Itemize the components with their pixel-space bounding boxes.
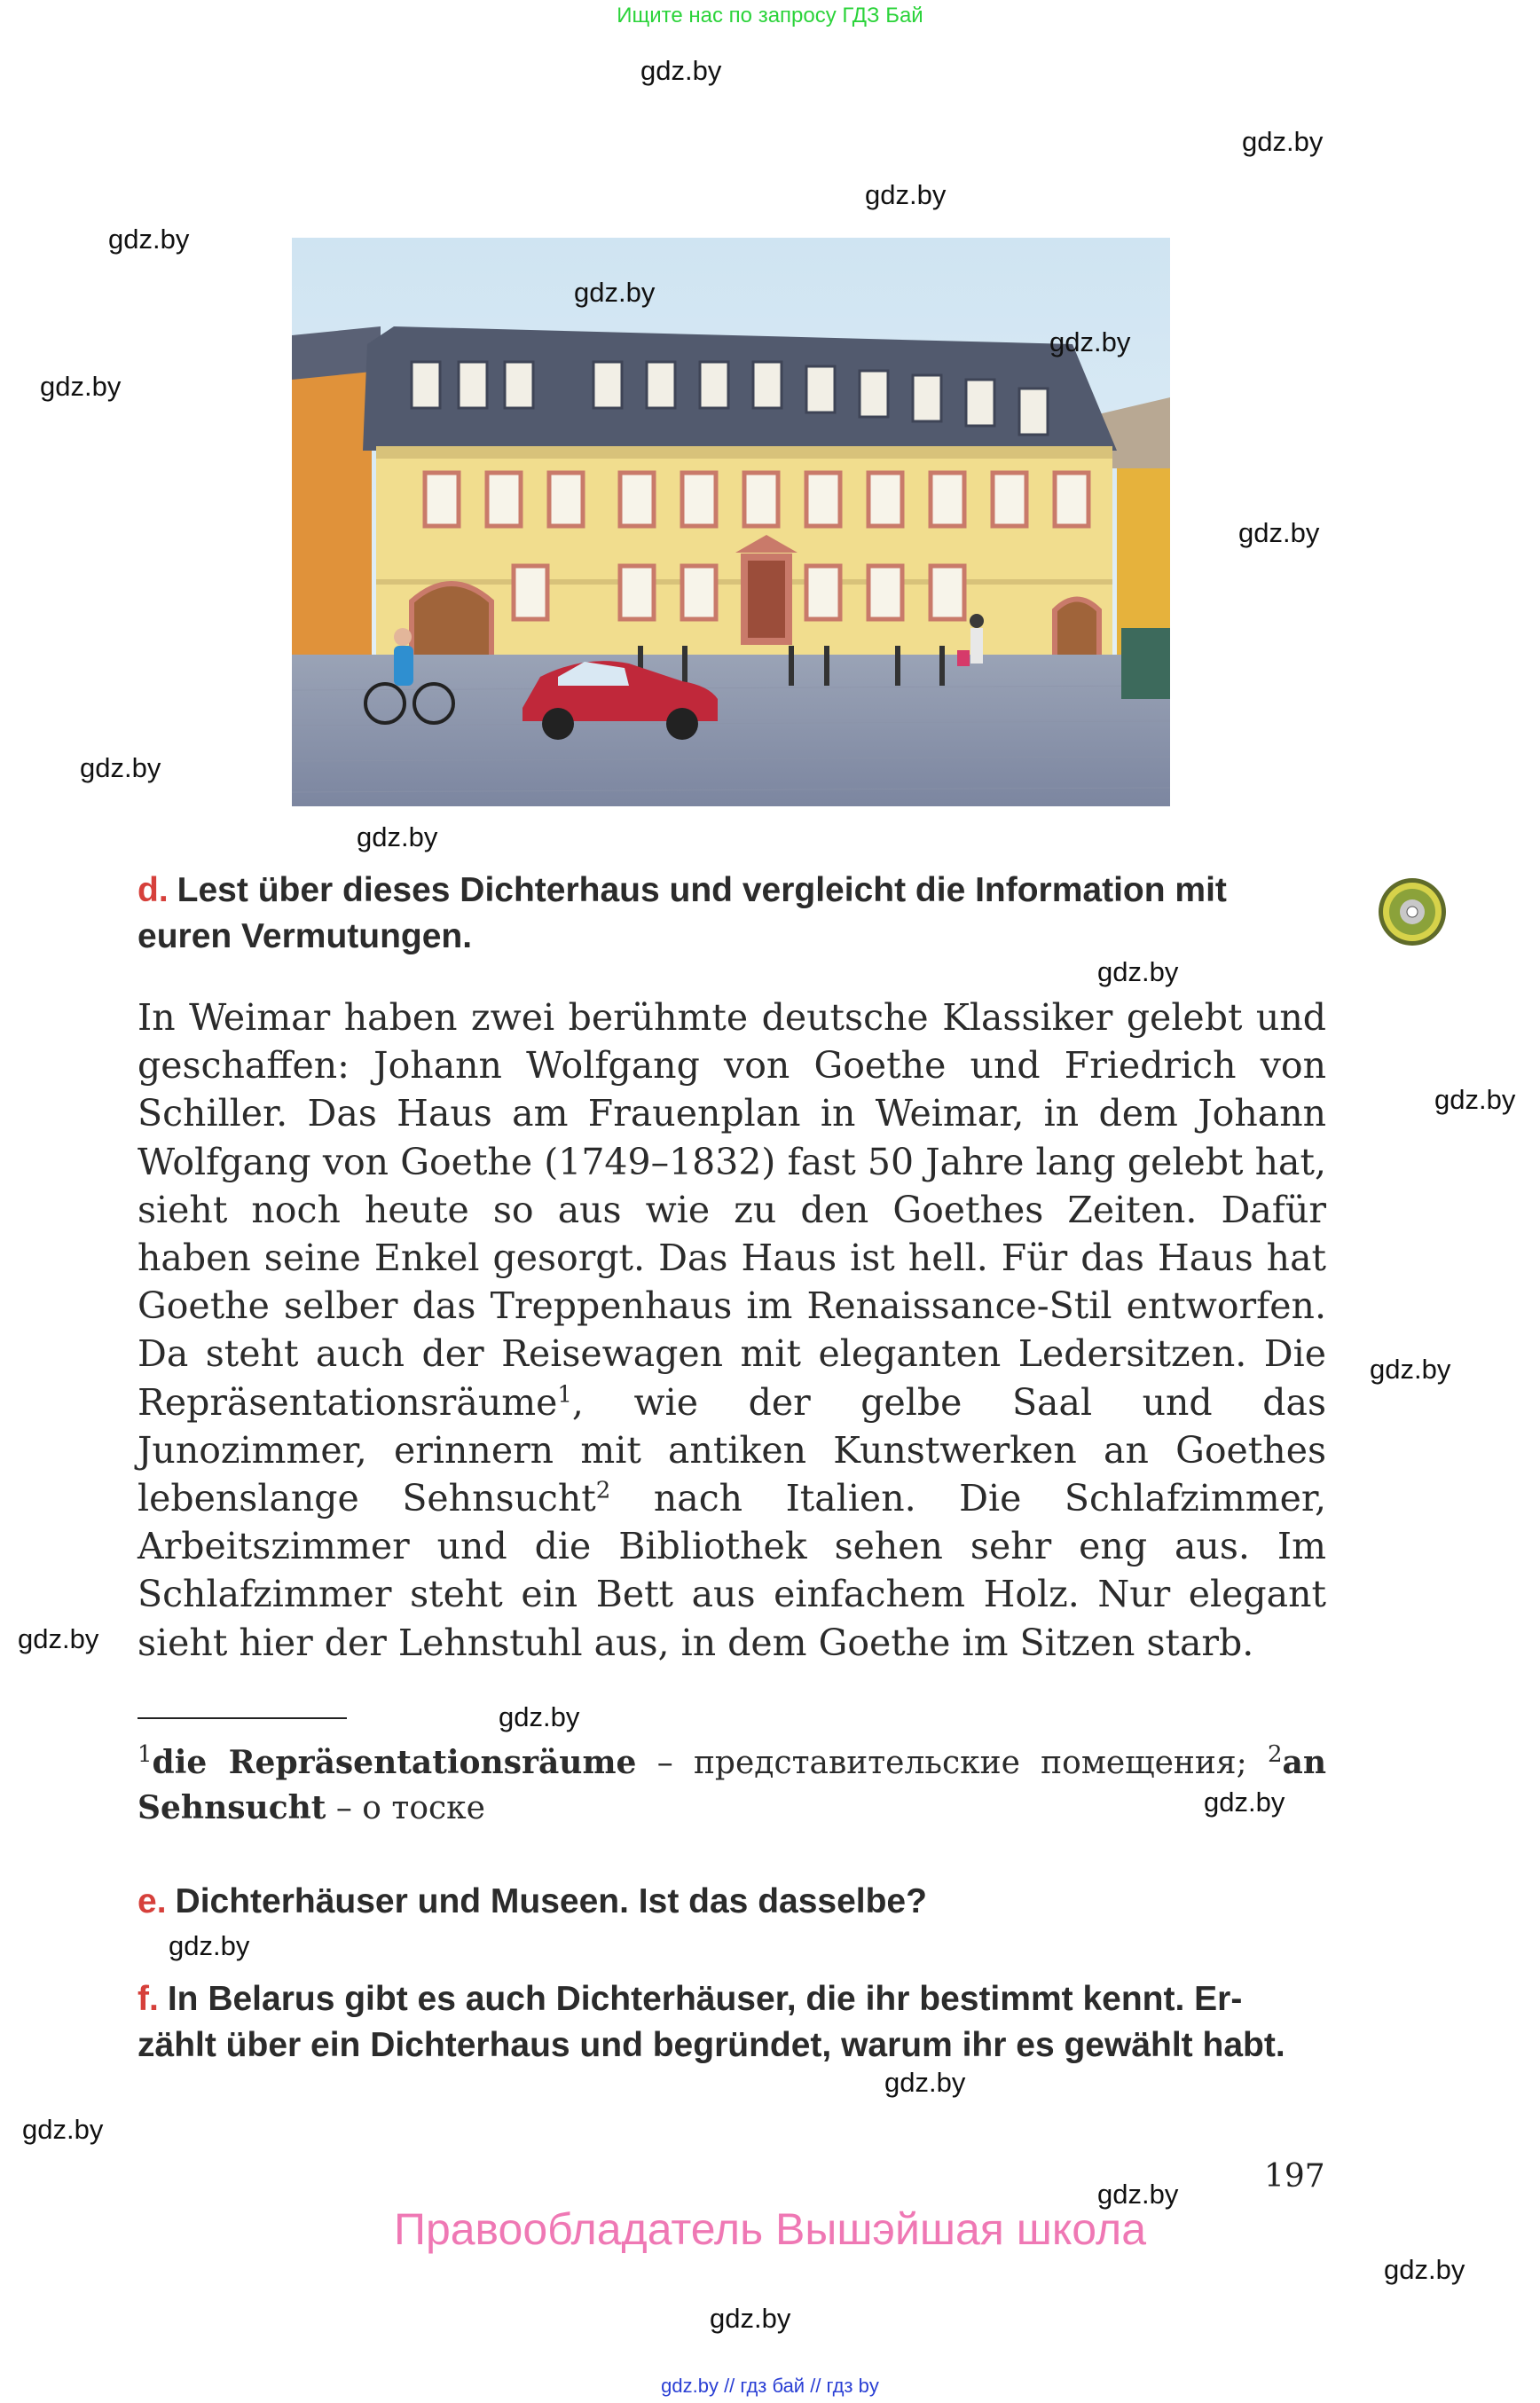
task-f-text-1: In Belarus gibt es auch Dichterhäuser, die ihr bestimmt kennt. Er- [167,1980,1243,2018]
watermark: gdz.by [865,179,947,210]
watermark: gdz.by [80,752,161,783]
task-d-letter: d. [138,871,169,909]
watermark: gdz.by [40,371,122,402]
watermark: gdz.by [884,2067,966,2098]
footnote-divider [138,1717,347,1719]
reading-text-part-1: In Weimar haben zwei berühmte deutsche Klassiker gelebt und geschaffen: Johann Wolfgang von Goethe und Friedrich von Schiller. Das Haus am Frauenplan in Weimar, in dem Johann Wolfgang von Goethe (1749–1832) fast 50 Jahre lang gelebt hat, sieht noch heute so aus wie zu den Goethes Zeiten. Dafür haben seine Enkel gesorgt. Das Haus ist hell. Für das Haus hat Goethe selber das Treppenhaus im Renaissance-Stil entworfen. Da steht auch der Reisewagen mit eleganten Ledersitzen. Die Repräsentationsräume [138,996,1326,1424]
footnote-ref-1: 1 [557,1380,572,1408]
watermark: gdz.by [1384,2254,1465,2285]
task-e [138,1879,1326,1925]
watermark: gdz.by [1370,1354,1451,1385]
page-number: 197 [1264,2158,1325,2195]
footer-links[interactable]: gdz.by // гдз бай // гдз by [661,2375,879,2397]
task-d-text-2: euren Vermutungen. [138,917,473,955]
task-d-text-1: Lest über dieses Dichterhaus und vergleicht die Information mit [177,871,1227,909]
reading-text [138,993,1326,1667]
footnote-number-2: 2 [1267,1741,1283,1768]
watermark: gdz.by [640,55,722,86]
watermark: gdz.by [574,277,656,308]
reading-text-part-2: , wie der gelbe Saal und das Junozimmer, erinnern mit antiken Kunstwerken an Goethes lebenslange Sehnsucht [138,1380,1326,1520]
copyright-owner: Правообладатель Вышэйшая школа [394,2204,1146,2254]
task-e-letter: e. [138,1882,167,1920]
task-f-letter: f. [138,1980,159,2018]
task-f-text-2: zählt über ein Dichterhaus und begründet, warum ihr es gewählt habt. [138,2026,1285,2064]
watermark: gdz.by [18,1623,99,1654]
watermark: gdz.by [499,1701,580,1732]
task-d [138,868,1326,960]
watermark: gdz.by [1049,326,1131,357]
watermark: gdz.by [22,2114,104,2145]
watermark: gdz.by [169,1930,250,1961]
watermark: gdz.by [1097,2179,1179,2210]
watermark: gdz.by [108,224,190,255]
watermark: gdz.by [1204,1787,1285,1818]
reading-text-part-3: nach Italien. Die Schlafzimmer, Arbeitszimmer und die Bibliothek sehen sehr eng aus. Im Schlafzimmer steht ein Bett aus einfachem Holz. Nur elegant sieht hier der Lehnstuhl aus, in dem Goethe im Sitzen starb. [138,1477,1326,1664]
footnote-translation-1: – представительские помещения; [636,1745,1268,1781]
footnotes [138,1740,1326,1831]
task-f-line-1 [138,1976,1326,2022]
footnote-number-1: 1 [138,1741,153,1768]
footnote-ref-2: 2 [595,1477,611,1504]
audio-cd-icon[interactable] [1377,876,1448,947]
footnote-translation-2: – о тоске [326,1790,485,1826]
watermark: gdz.by [1434,1084,1516,1115]
header-search-hint: Ищите нас по запросу ГДЗ Бай [617,4,923,27]
watermark: gdz.by [357,821,438,852]
watermark: gdz.by [1242,126,1324,157]
task-e-text: Dichterhäuser und Museen. Ist das dasselbe? [175,1882,927,1920]
goethe-house-photo [292,238,1170,806]
footnote-term-2: an Sehnsucht [138,1744,1327,1826]
watermark: gdz.by [1097,956,1179,987]
task-d-line-1 [138,868,1326,914]
footnote-term-1: die Repräsentationsräume [152,1744,637,1781]
watermark: gdz.by [710,2303,791,2334]
task-f [138,1976,1326,2069]
watermark: gdz.by [1238,517,1320,548]
